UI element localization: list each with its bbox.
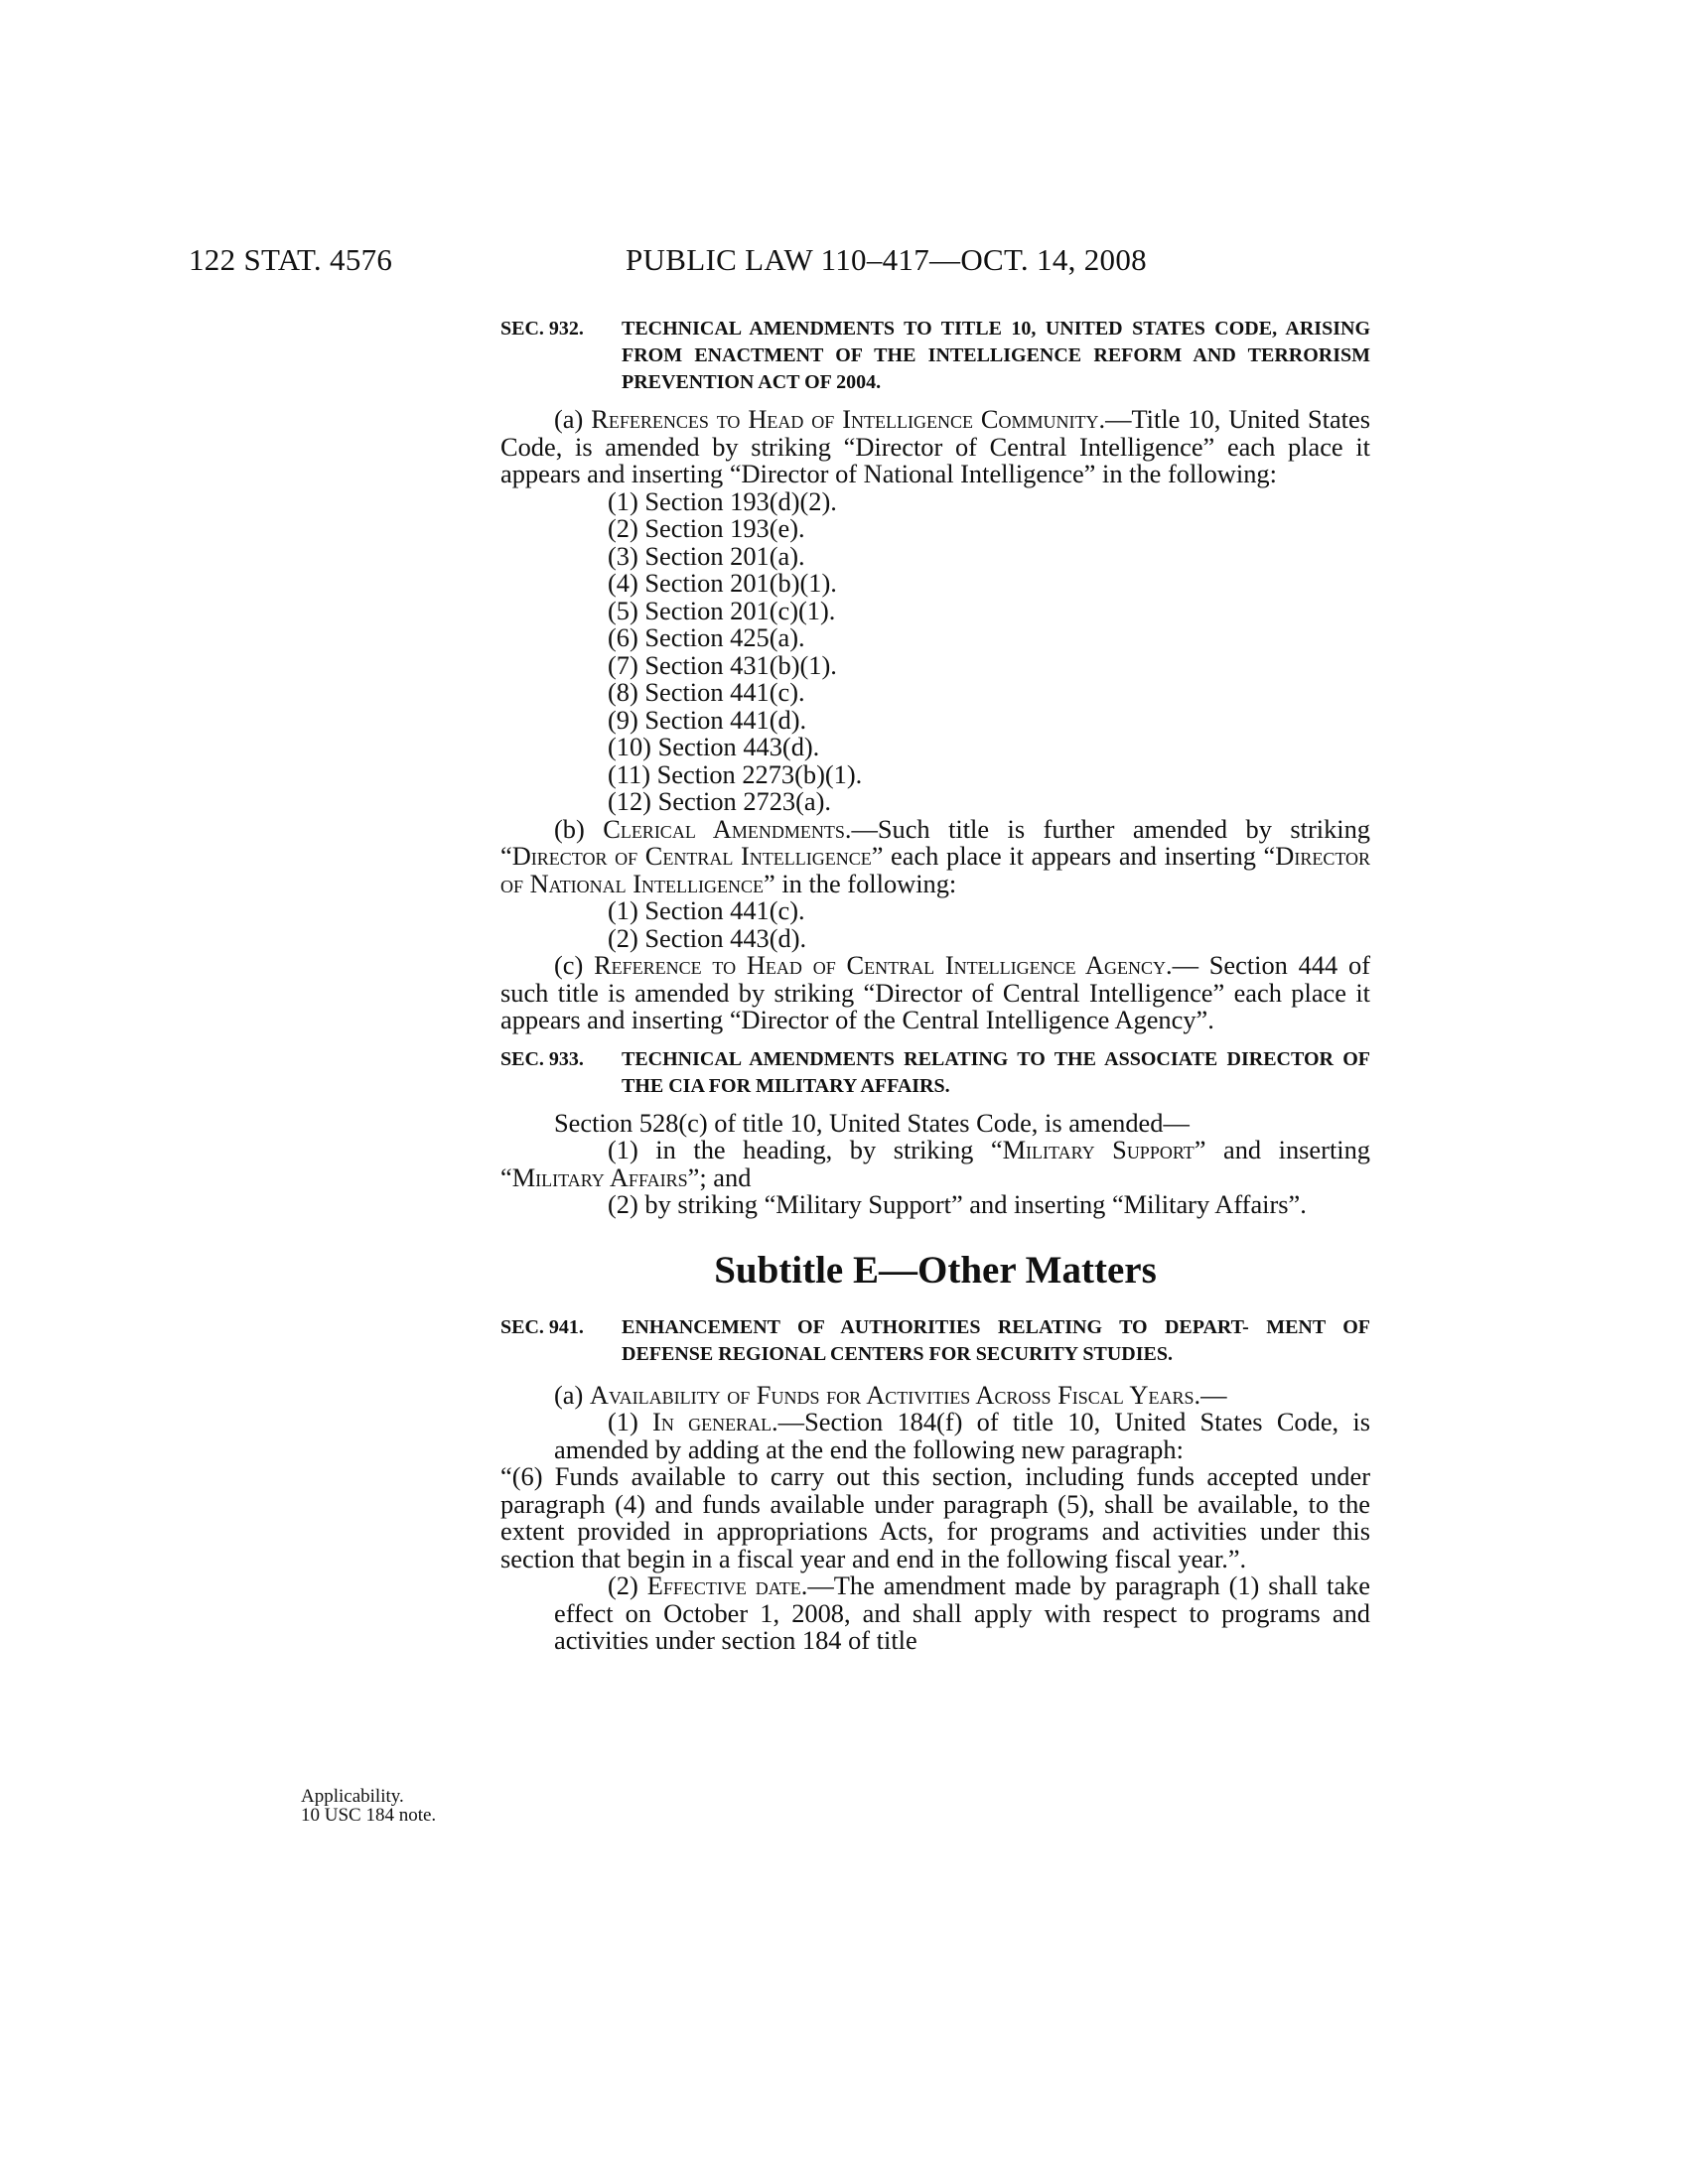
subsection-heading: Availability of Funds for Activities Across Fiscal Years. — [589, 1379, 1201, 1410]
paragraph-2: (2) by striking “Military Support” and inserting “Military Affairs”. — [608, 1189, 1307, 1219]
list-item: (12) Section 2723(a). — [608, 786, 831, 816]
paragraph-1: (1) in the heading, by striking “Military Support” and inserting “Military Affairs”; and — [500, 1135, 1370, 1192]
subsection-b-paragraph: (b) Clerical Amendments.—Such title is further amended by striking “Director of Central Intelligence” each place it appears and inserting “Director of National Intelligence” in the following: — [500, 813, 1370, 898]
section-933-heading — [500, 1046, 1370, 1100]
margin-note-line: 10 USC 184 note. — [301, 1805, 437, 1826]
list-item: (3) Section 201(a). — [608, 540, 805, 571]
statute-citation: 122 STAT. 4576 — [189, 242, 393, 277]
subsection-c-paragraph: (c) Reference to Head of Central Intelligence Agency.— Section 444 of such title is amended by striking “Director of Central Intelligence” each place it appears and inserting “Director of the Central Intelligence Agency”. — [500, 950, 1370, 1034]
list-item: (1) Section 193(d)(2). — [608, 485, 837, 516]
list-item: (5) Section 201(c)(1). — [608, 595, 836, 625]
paragraph-heading: In general. — [652, 1407, 778, 1436]
section-title: TECHNICAL AMENDMENTS TO TITLE 10, UNITED STATES CODE, ARISING FROM ENACTMENT OF THE INTELLIGENCE REFORM AND TERRORISM PREVENTION ACT OF 2004. — [622, 318, 1370, 393]
list-item: (8) Section 441(c). — [608, 677, 805, 707]
paragraph-heading: Effective date. — [646, 1570, 808, 1600]
list-item: (9) Section 441(d). — [608, 704, 807, 735]
list-item: (2) Section 193(e). — [608, 513, 805, 543]
subsection-b-list — [500, 897, 1370, 952]
document-body — [500, 316, 1370, 1655]
list-item: (11) Section 2273(b)(1). — [608, 758, 863, 789]
list-item: (10) Section 443(d). — [608, 732, 820, 761]
section-932-heading — [500, 316, 1370, 396]
section-number: SEC. 932. — [500, 318, 584, 340]
paragraph-2: (2) Effective date.—The amendment made by paragraph (1) shall take effect on October 1, 2008, and shall apply with respect to programs and activities under section 184 of title — [554, 1570, 1370, 1655]
quoted-paragraph: “(6) Funds available to carry out this section, including funds accepted under paragraph (4) and funds available under paragraph (5), shall be available, to the extent provided in appropriations Acts, for programs and activities under this section that begin in a fiscal year and end in the following fiscal year.”. — [500, 1461, 1370, 1573]
margin-note-line: Applicability. — [301, 1786, 404, 1807]
list-item: (2) Section 443(d). — [608, 922, 807, 953]
section-title: TECHNICAL AMENDMENTS RELATING TO THE ASSOCIATE DIRECTOR OF THE CIA FOR MILITARY AFFAIRS. — [622, 1047, 1370, 1097]
list-item: (7) Section 431(b)(1). — [608, 649, 837, 680]
subtitle-heading: Subtitle E—Other Matters — [714, 1248, 1157, 1292]
public-law-citation: PUBLIC LAW 110–417—OCT. 14, 2008 — [626, 242, 1147, 277]
subsection-a-paragraph: (a) References to Head of Intelligence Community.—Title 10, United States Code, is amended by striking “Director of Central Intelligence” each place it appears and inserting “Director of National Intelligence” in the following: — [500, 404, 1370, 488]
subsection-heading: Reference to Head of Central Intelligence Agency. — [594, 950, 1173, 980]
paragraph-1: (1) In general.—Section 184(f) of title 10, United States Code, is amended by adding at the end the following new paragraph: — [554, 1407, 1370, 1464]
section-933-intro: Section 528(c) of title 10, United States Code, is amended— — [554, 1107, 1190, 1138]
section-number: SEC. 933. — [500, 1047, 584, 1070]
subsection-a-list — [500, 485, 1370, 816]
section-number: SEC. 941. — [500, 1315, 584, 1338]
list-item: (1) Section 441(c). — [608, 895, 805, 925]
section-title: ENHANCEMENT OF AUTHORITIES RELATING TO DEPART- MENT OF DEFENSE REGIONAL CENTERS FOR SECURITY STUDIES. — [622, 1315, 1370, 1365]
subsection-heading: References to Head of Intelligence Community. — [591, 404, 1106, 434]
section-941-heading — [500, 1314, 1370, 1368]
list-item: (6) Section 425(a). — [608, 622, 805, 652]
subsection-a-paragraph: (a) Availability of Funds for Activities Across Fiscal Years.— — [554, 1379, 1227, 1410]
list-item: (4) Section 201(b)(1). — [608, 568, 837, 598]
margin-note — [301, 1787, 499, 1825]
subsection-heading: Clerical Amendments. — [603, 813, 852, 844]
